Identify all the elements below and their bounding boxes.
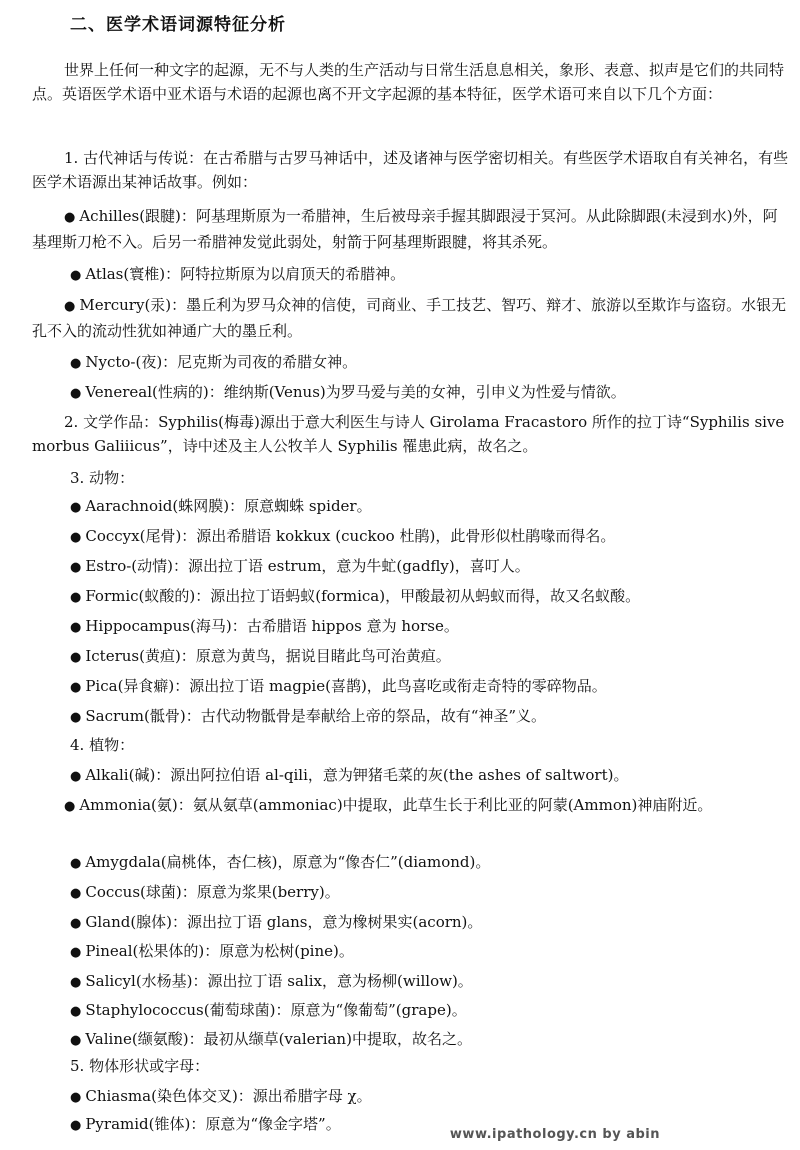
list-item-text: Coccyx(尾骨)：源出希腊语 kokkux (cuckoo 杜鹃)，此骨形似杜鹃喙而得名。	[85, 527, 616, 545]
list-item-text: Amygdala(扁桃体，杏仁核)，原意为“像杏仁”(diamond)。	[85, 853, 491, 871]
list-item	[70, 644, 792, 670]
list-item	[70, 350, 792, 376]
list-item-text: Atlas(寰椎)：阿特拉斯原为以肩顶天的希腊神。	[85, 265, 406, 283]
bullet-icon: ●	[70, 945, 82, 960]
list-item	[70, 998, 792, 1024]
list-item-text: Achilles(跟腱)：阿基理斯原为一希腊神，生后被母亲手握其脚跟浸于冥河。从此除脚跟(未浸到水)外，阿基理斯刀枪不入。后另一希腊神发觉此弱处，射箭于阿基理斯跟腱，将其杀死。	[32, 207, 778, 251]
list-item-text: Hippocampus(海马)：古希腊语 hippos 意为 horse。	[85, 617, 459, 635]
bullet-icon: ●	[70, 769, 82, 784]
bullet-icon: ●	[70, 500, 82, 515]
list-item-text: Ammonia(氨)：氨从氨草(ammoniac)中提取，此草生长于利比亚的阿蒙(Ammon)神庙附近。	[79, 796, 713, 814]
list-item-text: Staphylococcus(葡萄球菌)：原意为“像葡萄”(grape)。	[85, 1001, 467, 1019]
list-item	[70, 939, 792, 965]
list-item	[70, 380, 792, 406]
list-item-text: Estro-(动情)：源出拉丁语 estrum，意为牛虻(gadfly)，喜叮人。	[85, 557, 530, 575]
bullet-icon: ●	[70, 590, 82, 605]
list-item	[70, 1084, 792, 1110]
bullet-icon: ●	[70, 530, 82, 545]
bullet-icon: ●	[64, 299, 76, 314]
intro-paragraph: 世界上任何一种文字的起源，无不与人类的生产活动与日常生活息息相关，象形、表意、拟声是它们的共同特点。英语医学术语中亚术语与术语的起源也离不开文字起源的基本特征，医学术语可来自以下几个方面：	[32, 61, 785, 103]
list-item	[70, 674, 792, 700]
list-item	[70, 1027, 792, 1053]
list-item-text: Pineal(松果体的)：原意为松树(pine)。	[85, 942, 354, 960]
bullet-icon: ●	[70, 650, 82, 665]
list-item-text: Aarachnoid(蛛网膜)：原意蜘蛛 spider。	[85, 497, 372, 515]
list-item	[70, 262, 792, 288]
list-item-text: Icterus(黄疸)：原意为黄鸟，据说目睹此鸟可治黄疸。	[85, 647, 451, 665]
list-item-text: Venereal(性病的)：维纳斯(Venus)为罗马爱与美的女神，引申义为性爱与情欲。	[85, 383, 626, 401]
list-item-text: Sacrum(骶骨)：古代动物骶骨是奉献给上帝的祭品，故有“神圣”义。	[85, 707, 547, 725]
bullet-icon: ●	[70, 886, 82, 901]
list-item-text: Chiasma(染色体交叉)：源出希腊字母 χ。	[85, 1087, 372, 1105]
list-item-text: Pica(异食癖)：源出拉丁语 magpie(喜鹊)，此鸟喜吃或衔走奇特的零碎物品。	[85, 677, 607, 695]
section-5-heading: 5. 物体形状或字母：	[70, 1057, 210, 1075]
list-item-text: Formic(蚁酸的)：源出拉丁语蚂蚁(formica)，甲酸最初从蚂蚁而得，故又名蚁酸。	[85, 587, 641, 605]
section-3-heading: 3. 动物：	[70, 469, 135, 487]
bullet-icon: ●	[70, 975, 82, 990]
watermark: www.ipathology.cn by abin	[449, 1127, 660, 1142]
list-item-text: Pyramid(锥体)：原意为“像金字塔”。	[85, 1115, 341, 1133]
bullet-icon: ●	[70, 1090, 82, 1105]
list-item	[70, 880, 792, 906]
list-item	[70, 763, 792, 789]
bullet-icon: ●	[70, 680, 82, 695]
section-4-heading: 4. 植物：	[70, 736, 135, 754]
list-item-text: Nycto-(夜)：尼克斯为司夜的希腊女神。	[85, 353, 358, 371]
list-item	[32, 204, 792, 254]
list-item	[70, 584, 792, 610]
list-item	[32, 293, 792, 343]
bullet-icon: ●	[70, 710, 82, 725]
list-item	[70, 614, 792, 640]
list-item	[70, 850, 792, 876]
list-item	[70, 969, 792, 995]
list-item-text: Valine(缬氨酸)：最初从缬草(valerian)中提取，故名之。	[85, 1030, 472, 1048]
section-2-paragraph: 2. 文学作品：Syphilis(梅毒)源出于意大利医生与诗人 Girolama Fracastoro 所作的拉丁诗“Syphilis sive morbus Galiiicus”，诗中述及主人公牧羊人 Syphilis 罹患此病，故名之。	[32, 413, 785, 455]
list-item-text: Salicyl(水杨基)：源出拉丁语 salix，意为杨柳(willow)。	[85, 972, 473, 990]
section-1-heading: 1. 古代神话与传说：在古希腊与古罗马神话中，述及诸神与医学密切相关。有些医学术语取自有关神名，有些医学术语源出某神话故事。例如：	[32, 149, 789, 191]
bullet-icon: ●	[70, 268, 82, 283]
bullet-icon: ●	[70, 1033, 82, 1048]
list-item	[70, 554, 792, 580]
section-title: 二、医学术语词源特征分析	[70, 15, 286, 35]
bullet-icon: ●	[70, 356, 82, 371]
list-item	[32, 793, 792, 819]
bullet-icon: ●	[70, 856, 82, 871]
list-item	[70, 704, 792, 730]
list-item	[70, 494, 792, 520]
bullet-icon: ●	[70, 620, 82, 635]
list-item	[70, 524, 792, 550]
bullet-icon: ●	[70, 1004, 82, 1019]
list-item	[70, 1112, 792, 1138]
bullet-icon: ●	[70, 560, 82, 575]
bullet-icon: ●	[70, 916, 82, 931]
bullet-icon: ●	[64, 210, 76, 225]
bullet-icon: ●	[64, 799, 76, 814]
list-item-text: Gland(腺体)：源出拉丁语 glans，意为橡树果实(acorn)。	[85, 913, 483, 931]
list-item-text: Alkali(碱)：源出阿拉伯语 al-qili，意为钾猪毛菜的灰(the ashes of saltwort)。	[85, 766, 629, 784]
bullet-icon: ●	[70, 386, 82, 401]
bullet-icon: ●	[70, 1118, 82, 1133]
list-item	[70, 910, 792, 936]
list-item-text: Coccus(球菌)：原意为浆果(berry)。	[85, 883, 340, 901]
list-item-text: Mercury(汞)：墨丘利为罗马众神的信使，司商业、手工技艺、智巧、辩才、旅游以至欺诈与盗窃。水银无孔不入的流动性犹如神通广大的墨丘利。	[32, 296, 787, 340]
